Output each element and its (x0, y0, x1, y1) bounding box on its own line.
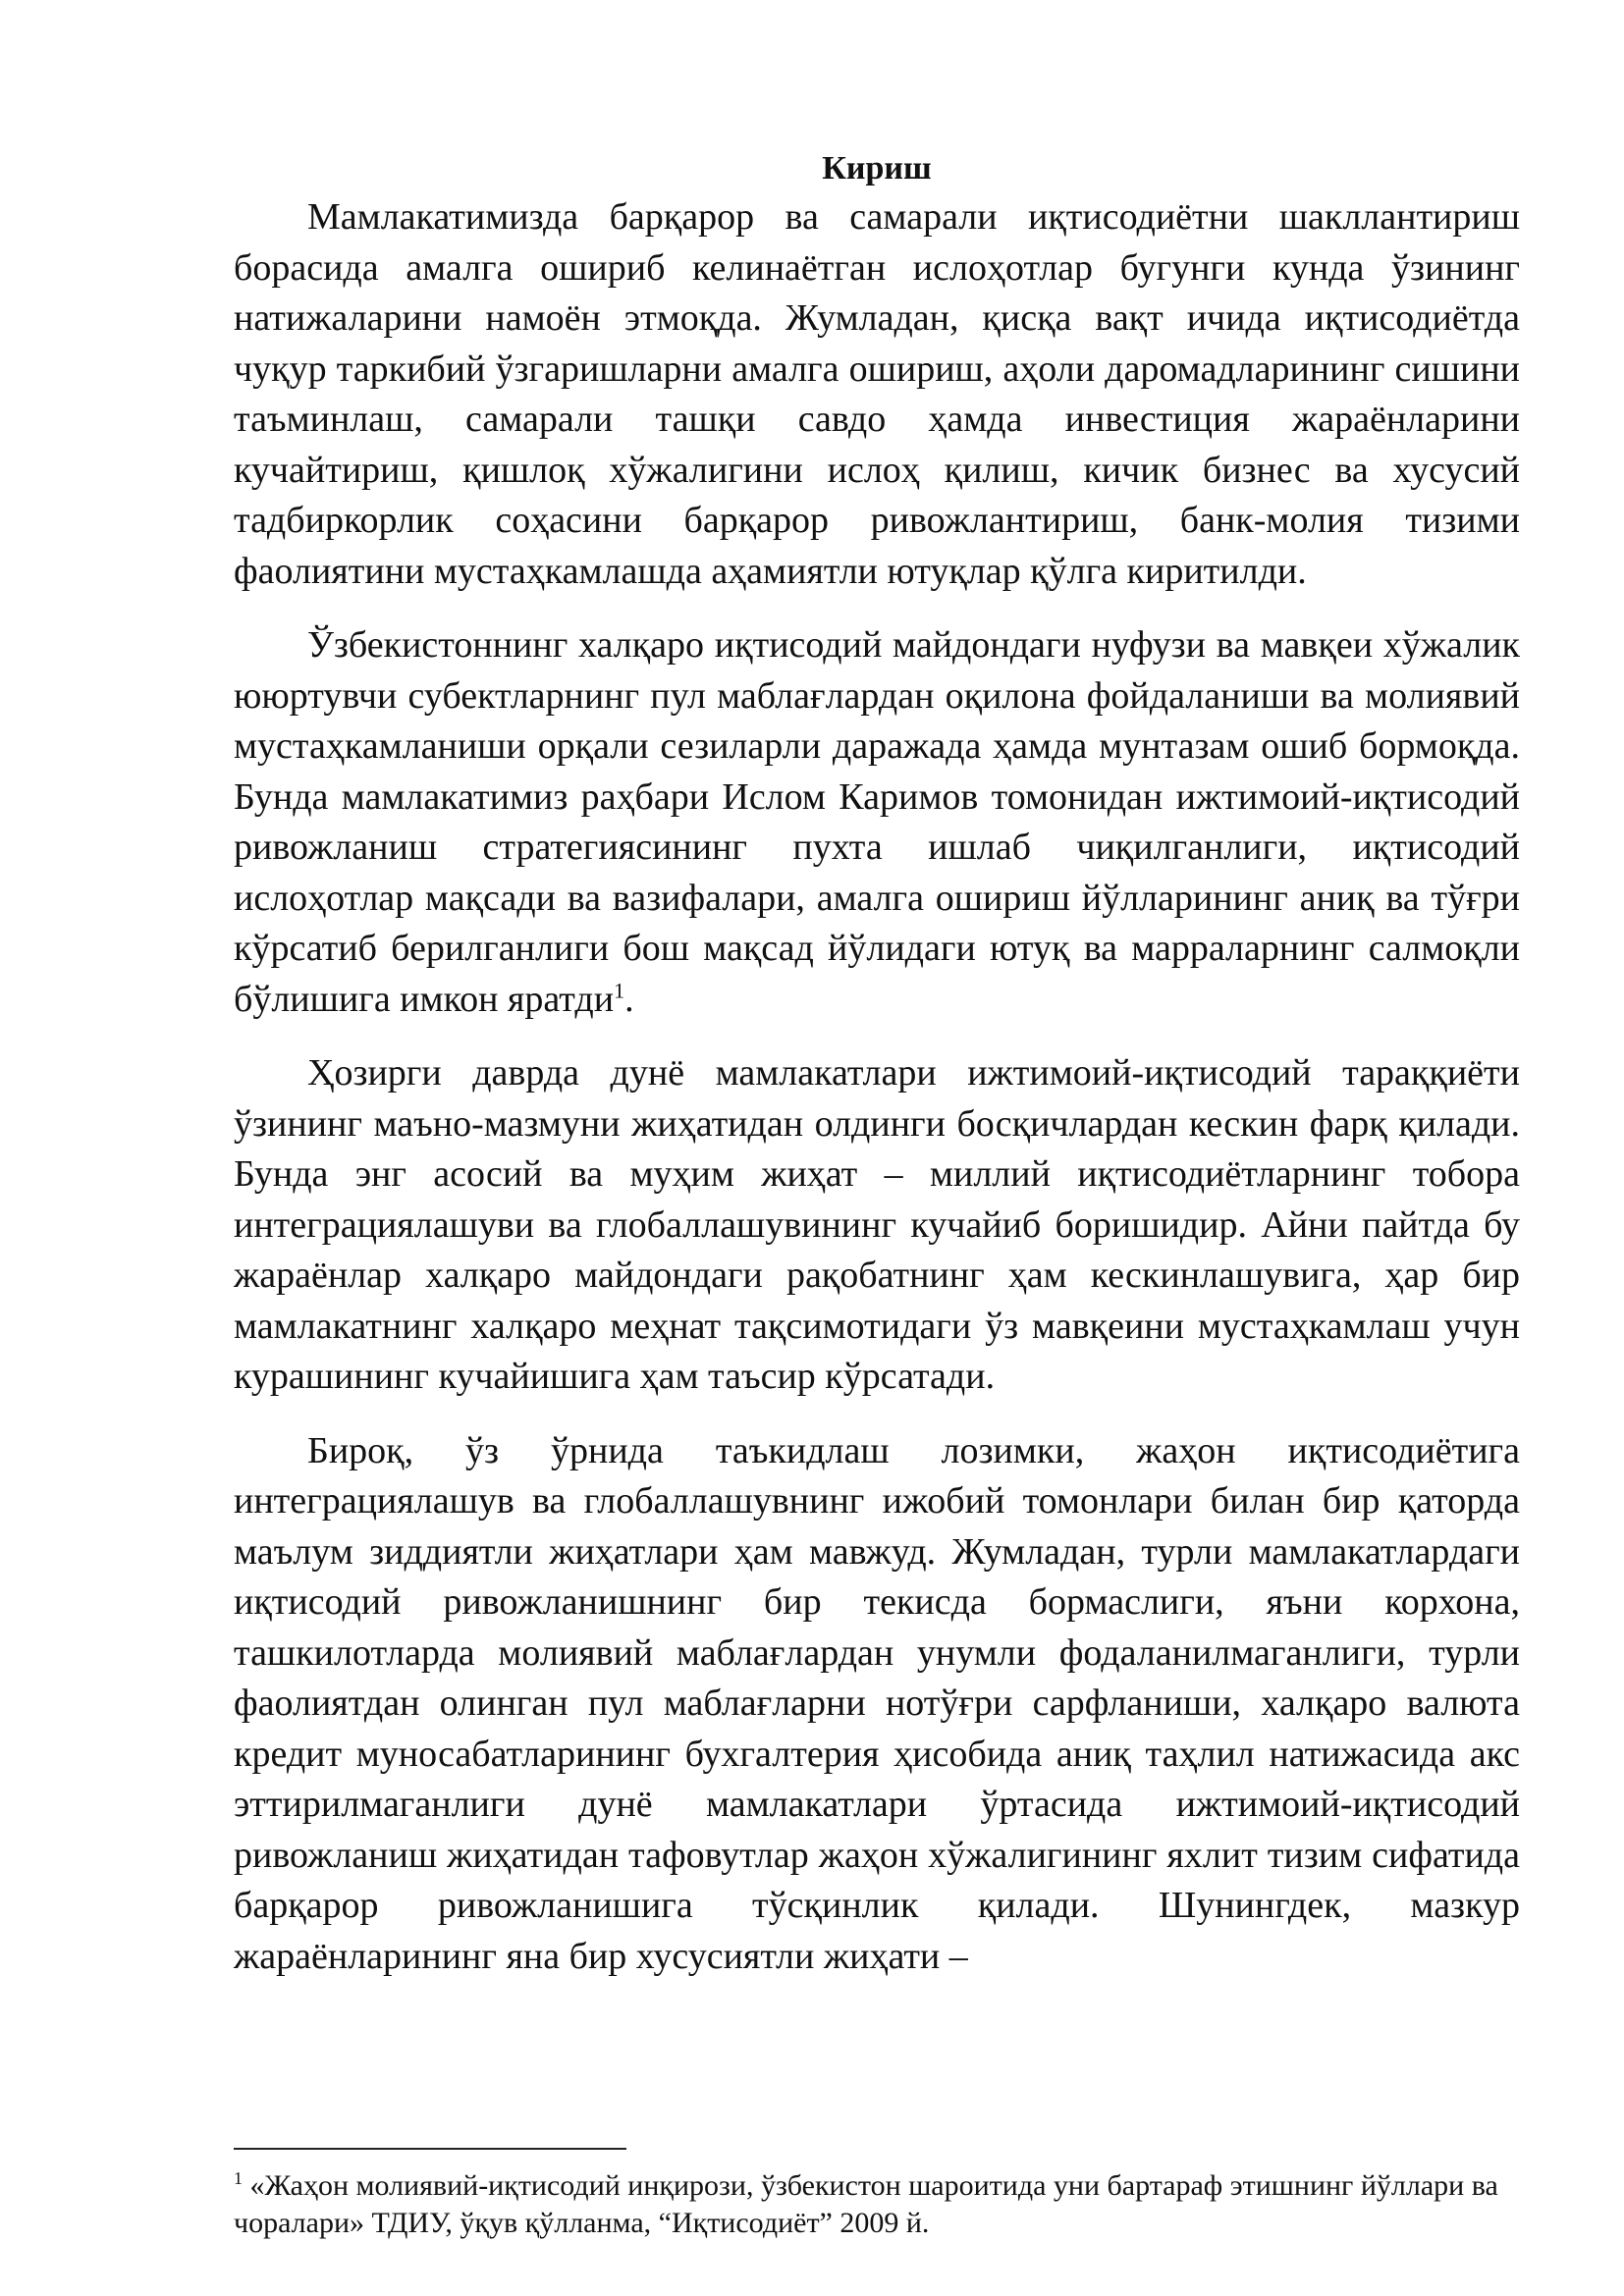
paragraph-4-text: Бироқ, ўз ўрнида таъкидлаш лозимки, жаҳон иқтисодиётига интеграциялашув ва глобаллашувнинг ижобий томонлари билан бир қаторда маълум зиддиятли жиҳатлари ҳам мавжуд. Жумладан, турли мамлакатлардаги иқтисодий ривожланишнинг бир текисда бормаслиги, яъни корхона, ташкилотларда молиявий маблағлардан унумли фодаланилмаганлиги, турли фаолиятдан олинган пул маблағларни нотўғри сарфланиши, халқаро валюта кредит муносабатларининг бухгалтерия ҳисобида аниқ таҳлил натижасида акс эттирилмаганлиги дунё мамлакатлари ўртасида ижтимоий-иқтисодий ривожланиш жиҳатидан тафовутлар жаҳон хўжалигининг яхлит тизим сифатида барқарор ривожланишига тўсқинлик қилади. Шунингдек, мазкур жараёнларининг яна бир хусусиятли жиҳати – (234, 1429, 1520, 1977)
footnote-marker: 1 (234, 2168, 243, 2188)
paragraph-2-text: Ўзбекистоннинг халқаро иқтисодий майдондаги нуфузи ва мавқеи хўжалик ююртувчи субектларнинг пул маблағлардан оқилона фойдаланиши ва молиявий мустаҳкамланиши орқали сезиларли даражада ҳамда мунтазам ошиб бормоқда. Бунда мамлакатимиз раҳбари Ислом Каримов томонидан ижтимоий-иқтисодий ривожланиш стратегиясининг пухта ишлаб чиқилганлиги, иқтисодий ислоҳотлар мақсади ва вазифалари, амалга ошириш йўлларининг аниқ ва тўғри кўрсатиб берилганлиги бош мақсад йўлидаги ютуқ ва марраларнинг салмоқли бўлишига имкон яратди (234, 624, 1520, 1020)
paragraph-1-text: Мамлакатимизда барқарор ва самарали иқтисодиётни шакллантириш борасида амалга ошириб келинаётган ислоҳотлар бугунги кунда ўзининг натижаларини намоён этмоқда. Жумладан, қисқа вақт ичида иқтисодиётда чуқур таркибий ўзгаришларни амалга ошириш, аҳоли даромадларининг сишини таъминлаш, самарали ташқи савдо ҳамда инвестиция жараёнларини кучайтириш, қишлоқ хўжалигини ислоҳ қилиш, кичик бизнес ва хусусий тадбиркорлик соҳасини барқарор ривожлантириш, банк-молия тизими фаолиятини мустаҳкамлашда аҳамиятли ютуқлар қўлга киритилди. (234, 196, 1520, 592)
paragraph-2-tail: . (624, 978, 634, 1020)
paragraph-2 (234, 620, 1520, 1025)
section-title: Кириш (822, 150, 932, 187)
paragraph-3 (234, 1048, 1520, 1403)
paragraph-3-text: Ҳозирги даврда дунё мамлакатлари ижтимоий-иқтисодий тараққиёти ўзининг маъно-мазмуни жиҳатидан олдинги босқичлардан кескин фарқ қилади. Бунда энг асосий ва муҳим жиҳат – миллий иқтисодиётларнинг тобора интеграциялашуви ва глобаллашувининг кучайиб боришидир. Айни пайтда бу жараёнлар халқаро майдондаги рақобатнинг ҳам кескинлашувига, ҳар бир мамлакатнинг халқаро меҳнат тақсимотидаги ўз мавқеини мустаҳкамлаш учун курашининг кучайишига ҳам таъсир кўрсатади. (234, 1052, 1520, 1397)
footnote (234, 2167, 1520, 2242)
footnote-reference[interactable]: 1 (614, 977, 625, 1002)
page-body (234, 147, 1520, 1982)
footnote-text: «Жаҳон молиявий-иқтисодий инқирози, ўзбекистон шароитида уни бартараф этишнинг йўллари ва чоралари» ТДИУ, ўқув қўлланма, “Иқтисодиёт” 2009 й. (234, 2169, 1498, 2239)
footnote-separator (234, 2148, 626, 2150)
paragraph-1 (234, 192, 1520, 597)
paragraph-4 (234, 1426, 1520, 1983)
